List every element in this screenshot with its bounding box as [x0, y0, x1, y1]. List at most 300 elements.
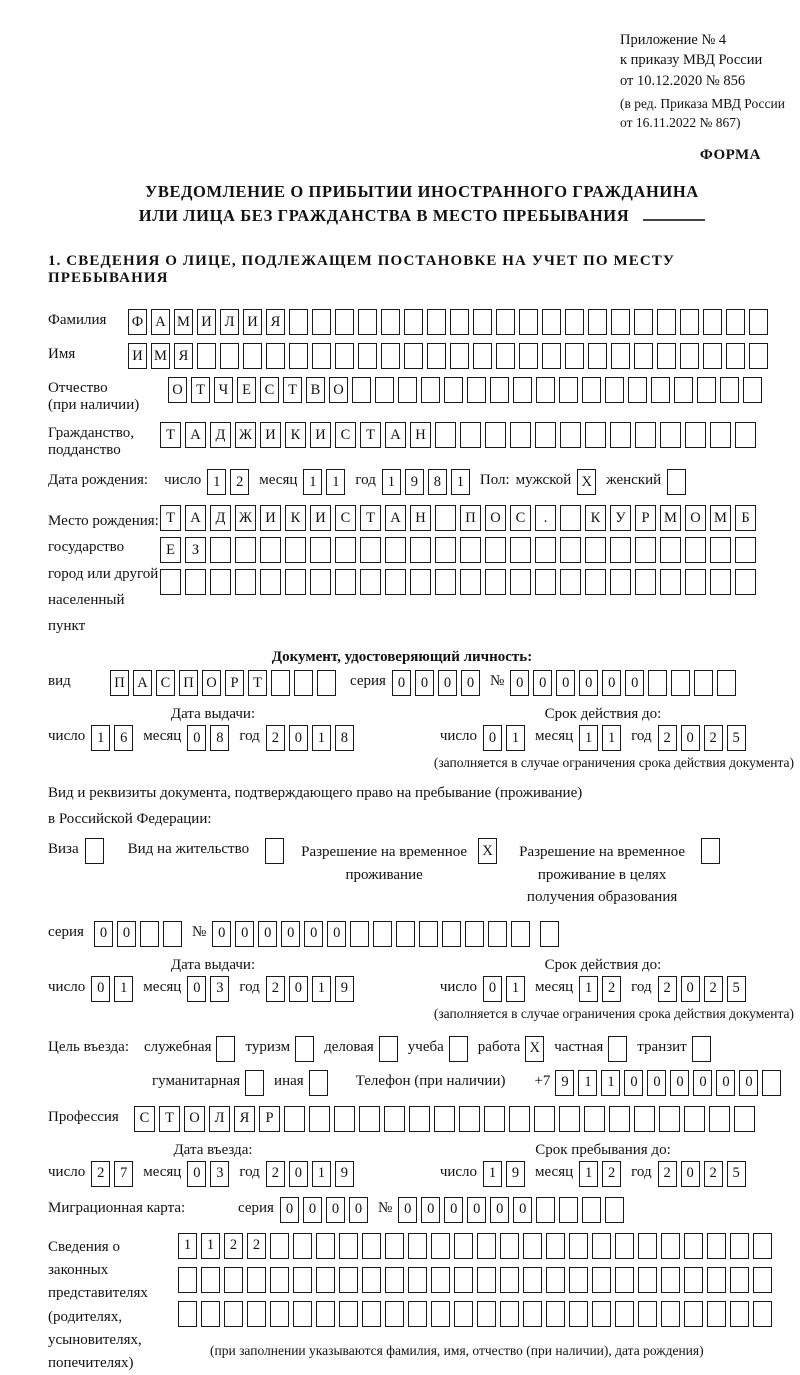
char-cell[interactable]: 0: [212, 921, 231, 947]
char-cell[interactable]: 8: [210, 725, 229, 751]
char-cell[interactable]: [560, 569, 581, 595]
char-cell[interactable]: [609, 1106, 630, 1132]
char-cell[interactable]: [379, 1036, 398, 1062]
char-cell[interactable]: 2: [266, 976, 285, 1002]
char-cell[interactable]: З: [185, 537, 206, 563]
char-cell[interactable]: П: [460, 505, 481, 531]
char-cell[interactable]: [260, 569, 281, 595]
char-cell[interactable]: [560, 537, 581, 563]
char-cell[interactable]: 0: [187, 725, 206, 751]
char-cell[interactable]: [459, 1106, 480, 1132]
char-cell[interactable]: [398, 377, 417, 403]
char-cell[interactable]: Я: [234, 1106, 255, 1132]
char-cell[interactable]: [140, 921, 159, 947]
char-cell[interactable]: [260, 537, 281, 563]
char-cell[interactable]: [289, 309, 308, 335]
char-cell[interactable]: 1: [579, 1161, 598, 1187]
char-cell[interactable]: А: [185, 422, 206, 448]
char-cell[interactable]: 0: [681, 725, 700, 751]
char-cell[interactable]: [588, 309, 607, 335]
char-cell[interactable]: [339, 1233, 358, 1259]
char-cell[interactable]: [710, 569, 731, 595]
char-cell[interactable]: 0: [304, 921, 323, 947]
char-cell[interactable]: [703, 309, 722, 335]
temp-residence-edu-checkbox[interactable]: [701, 838, 720, 864]
char-cell[interactable]: [634, 309, 653, 335]
char-cell[interactable]: [434, 1106, 455, 1132]
char-cell[interactable]: .: [535, 505, 556, 531]
char-cell[interactable]: [638, 1233, 657, 1259]
char-cell[interactable]: [160, 569, 181, 595]
char-cell[interactable]: Н: [410, 505, 431, 531]
char-cell[interactable]: 0: [681, 1161, 700, 1187]
char-cell[interactable]: [592, 1301, 611, 1327]
char-cell[interactable]: [310, 537, 331, 563]
char-cell[interactable]: [362, 1267, 381, 1293]
migration-series-input[interactable]: [280, 1197, 368, 1223]
char-cell[interactable]: [435, 505, 456, 531]
char-cell[interactable]: [569, 1267, 588, 1293]
char-cell[interactable]: [408, 1301, 427, 1327]
residence-number-input[interactable]: [212, 921, 530, 947]
char-cell[interactable]: 1: [91, 725, 110, 751]
char-cell[interactable]: [404, 309, 423, 335]
char-cell[interactable]: [408, 1233, 427, 1259]
char-cell[interactable]: [410, 569, 431, 595]
char-cell[interactable]: [293, 1267, 312, 1293]
char-cell[interactable]: [584, 1106, 605, 1132]
char-cell[interactable]: А: [185, 505, 206, 531]
issue-year-input[interactable]: [266, 725, 354, 751]
char-cell[interactable]: 0: [327, 921, 346, 947]
char-cell[interactable]: 1: [506, 725, 525, 751]
char-cell[interactable]: [435, 537, 456, 563]
char-cell[interactable]: [384, 1106, 405, 1132]
char-cell[interactable]: А: [385, 422, 406, 448]
char-cell[interactable]: [490, 377, 509, 403]
char-cell[interactable]: [294, 670, 313, 696]
char-cell[interactable]: [560, 505, 581, 531]
char-cell[interactable]: [513, 377, 532, 403]
char-cell[interactable]: 8: [428, 469, 447, 495]
char-cell[interactable]: [295, 1036, 314, 1062]
char-cell[interactable]: [536, 377, 555, 403]
char-cell[interactable]: Т: [160, 422, 181, 448]
char-cell[interactable]: [284, 1106, 305, 1132]
char-cell[interactable]: [661, 1267, 680, 1293]
char-cell[interactable]: [635, 537, 656, 563]
char-cell[interactable]: А: [385, 505, 406, 531]
char-cell[interactable]: 5: [727, 725, 746, 751]
char-cell[interactable]: [309, 1070, 328, 1096]
patronymic-input[interactable]: [168, 377, 762, 403]
char-cell[interactable]: Т: [191, 377, 210, 403]
char-cell[interactable]: [216, 1036, 235, 1062]
residence-series-input[interactable]: [94, 921, 182, 947]
char-cell[interactable]: Я: [174, 343, 193, 369]
char-cell[interactable]: 2: [704, 976, 723, 1002]
char-cell[interactable]: [730, 1301, 749, 1327]
char-cell[interactable]: 3: [210, 1161, 229, 1187]
char-cell[interactable]: У: [610, 505, 631, 531]
residence-valid-month-input[interactable]: [579, 976, 621, 1002]
birthplace-row3-input[interactable]: [160, 569, 756, 595]
char-cell[interactable]: 0: [392, 670, 411, 696]
issue-day-input[interactable]: [91, 725, 133, 751]
char-cell[interactable]: Т: [248, 670, 267, 696]
char-cell[interactable]: [235, 569, 256, 595]
birth-year-input[interactable]: [382, 469, 470, 495]
char-cell[interactable]: [210, 569, 231, 595]
char-cell[interactable]: И: [243, 309, 262, 335]
char-cell[interactable]: [559, 377, 578, 403]
char-cell[interactable]: [546, 1267, 565, 1293]
char-cell[interactable]: [694, 670, 713, 696]
char-cell[interactable]: П: [110, 670, 129, 696]
char-cell[interactable]: [224, 1301, 243, 1327]
char-cell[interactable]: [381, 343, 400, 369]
birthplace-row1-input[interactable]: [160, 505, 756, 531]
char-cell[interactable]: [408, 1267, 427, 1293]
char-cell[interactable]: [657, 343, 676, 369]
char-cell[interactable]: [660, 537, 681, 563]
char-cell[interactable]: [660, 422, 681, 448]
char-cell[interactable]: [500, 1267, 519, 1293]
char-cell[interactable]: 5: [727, 976, 746, 1002]
char-cell[interactable]: [685, 537, 706, 563]
char-cell[interactable]: И: [197, 309, 216, 335]
char-cell[interactable]: [454, 1301, 473, 1327]
char-cell[interactable]: 1: [382, 469, 401, 495]
char-cell[interactable]: 0: [289, 725, 308, 751]
char-cell[interactable]: Е: [160, 537, 181, 563]
char-cell[interactable]: [605, 1197, 624, 1223]
char-cell[interactable]: 2: [266, 725, 285, 751]
char-cell[interactable]: [293, 1233, 312, 1259]
char-cell[interactable]: [680, 343, 699, 369]
entry-month-input[interactable]: [187, 1161, 229, 1187]
char-cell[interactable]: [500, 1301, 519, 1327]
char-cell[interactable]: [565, 343, 584, 369]
char-cell[interactable]: 0: [415, 670, 434, 696]
char-cell[interactable]: Т: [360, 505, 381, 531]
char-cell[interactable]: 2: [658, 725, 677, 751]
char-cell[interactable]: [484, 1106, 505, 1132]
char-cell[interactable]: [431, 1267, 450, 1293]
char-cell[interactable]: [559, 1197, 578, 1223]
char-cell[interactable]: [762, 1070, 781, 1096]
char-cell[interactable]: [511, 921, 530, 947]
char-cell[interactable]: Д: [210, 422, 231, 448]
char-cell[interactable]: [465, 921, 484, 947]
sex-female-checkbox[interactable]: [667, 469, 686, 495]
char-cell[interactable]: П: [179, 670, 198, 696]
char-cell[interactable]: [753, 1267, 772, 1293]
char-cell[interactable]: X: [478, 838, 497, 864]
char-cell[interactable]: [701, 838, 720, 864]
phone-input[interactable]: [555, 1070, 781, 1096]
char-cell[interactable]: 0: [91, 976, 110, 1002]
char-cell[interactable]: [373, 921, 392, 947]
representatives-row2-input[interactable]: [178, 1267, 772, 1293]
char-cell[interactable]: 2: [658, 1161, 677, 1187]
migration-number-input[interactable]: [398, 1197, 624, 1223]
char-cell[interactable]: X: [577, 469, 596, 495]
char-cell[interactable]: 2: [230, 469, 249, 495]
char-cell[interactable]: [334, 1106, 355, 1132]
char-cell[interactable]: [316, 1301, 335, 1327]
char-cell[interactable]: 0: [681, 976, 700, 1002]
char-cell[interactable]: [270, 1301, 289, 1327]
char-cell[interactable]: [477, 1233, 496, 1259]
char-cell[interactable]: 0: [421, 1197, 440, 1223]
char-cell[interactable]: М: [660, 505, 681, 531]
valid-month-input[interactable]: [579, 725, 621, 751]
char-cell[interactable]: [485, 537, 506, 563]
char-cell[interactable]: [85, 838, 104, 864]
char-cell[interactable]: 0: [624, 1070, 643, 1096]
char-cell[interactable]: 0: [461, 670, 480, 696]
char-cell[interactable]: [360, 569, 381, 595]
char-cell[interactable]: 0: [187, 976, 206, 1002]
char-cell[interactable]: [749, 343, 768, 369]
char-cell[interactable]: [569, 1301, 588, 1327]
char-cell[interactable]: [178, 1267, 197, 1293]
char-cell[interactable]: [289, 343, 308, 369]
doc-kind-input[interactable]: [110, 670, 336, 696]
char-cell[interactable]: Р: [225, 670, 244, 696]
char-cell[interactable]: [247, 1267, 266, 1293]
citizenship-input[interactable]: [160, 422, 756, 448]
char-cell[interactable]: [648, 670, 667, 696]
char-cell[interactable]: 0: [438, 670, 457, 696]
char-cell[interactable]: И: [310, 422, 331, 448]
char-cell[interactable]: Р: [259, 1106, 280, 1132]
char-cell[interactable]: [350, 921, 369, 947]
char-cell[interactable]: 0: [258, 921, 277, 947]
char-cell[interactable]: 9: [335, 976, 354, 1002]
char-cell[interactable]: [460, 569, 481, 595]
char-cell[interactable]: 0: [739, 1070, 758, 1096]
issue-month-input[interactable]: [187, 725, 229, 751]
char-cell[interactable]: [546, 1301, 565, 1327]
char-cell[interactable]: 2: [247, 1233, 266, 1259]
char-cell[interactable]: Ч: [214, 377, 233, 403]
char-cell[interactable]: [245, 1070, 264, 1096]
char-cell[interactable]: [519, 343, 538, 369]
birthplace-row2-input[interactable]: [160, 537, 756, 563]
char-cell[interactable]: 1: [312, 976, 331, 1002]
char-cell[interactable]: 9: [555, 1070, 574, 1096]
char-cell[interactable]: [546, 1233, 565, 1259]
residence-issue-month-input[interactable]: [187, 976, 229, 1002]
char-cell[interactable]: [585, 537, 606, 563]
char-cell[interactable]: [473, 309, 492, 335]
char-cell[interactable]: [615, 1233, 634, 1259]
char-cell[interactable]: 0: [490, 1197, 509, 1223]
char-cell[interactable]: [730, 1233, 749, 1259]
char-cell[interactable]: Е: [237, 377, 256, 403]
char-cell[interactable]: [266, 343, 285, 369]
char-cell[interactable]: [220, 343, 239, 369]
char-cell[interactable]: [339, 1301, 358, 1327]
char-cell[interactable]: [542, 343, 561, 369]
char-cell[interactable]: [335, 537, 356, 563]
char-cell[interactable]: [735, 422, 756, 448]
char-cell[interactable]: [540, 921, 559, 947]
valid-year-input[interactable]: [658, 725, 746, 751]
char-cell[interactable]: [442, 921, 461, 947]
profession-input[interactable]: [134, 1106, 755, 1132]
residence-permit-checkbox[interactable]: [265, 838, 284, 864]
char-cell[interactable]: [178, 1301, 197, 1327]
char-cell[interactable]: [743, 377, 762, 403]
char-cell[interactable]: 0: [579, 670, 598, 696]
char-cell[interactable]: И: [128, 343, 147, 369]
char-cell[interactable]: [409, 1106, 430, 1132]
char-cell[interactable]: 2: [704, 725, 723, 751]
char-cell[interactable]: 1: [312, 725, 331, 751]
stay-year-input[interactable]: [658, 1161, 746, 1187]
char-cell[interactable]: [523, 1267, 542, 1293]
char-cell[interactable]: Т: [283, 377, 302, 403]
char-cell[interactable]: [659, 1106, 680, 1132]
char-cell[interactable]: [467, 377, 486, 403]
char-cell[interactable]: С: [335, 422, 356, 448]
char-cell[interactable]: [352, 377, 371, 403]
char-cell[interactable]: [684, 1267, 703, 1293]
char-cell[interactable]: 2: [704, 1161, 723, 1187]
char-cell[interactable]: И: [260, 422, 281, 448]
char-cell[interactable]: [735, 537, 756, 563]
char-cell[interactable]: [419, 921, 438, 947]
residence-issue-year-input[interactable]: [266, 976, 354, 1002]
char-cell[interactable]: М: [710, 505, 731, 531]
char-cell[interactable]: [605, 377, 624, 403]
char-cell[interactable]: [509, 1106, 530, 1132]
char-cell[interactable]: [635, 569, 656, 595]
purpose-work-checkbox[interactable]: [525, 1036, 544, 1062]
char-cell[interactable]: 0: [117, 921, 136, 947]
char-cell[interactable]: 0: [187, 1161, 206, 1187]
char-cell[interactable]: [753, 1233, 772, 1259]
char-cell[interactable]: [362, 1301, 381, 1327]
char-cell[interactable]: [734, 1106, 755, 1132]
char-cell[interactable]: [243, 343, 262, 369]
temp-residence-checkbox[interactable]: [478, 838, 497, 864]
char-cell[interactable]: [358, 309, 377, 335]
char-cell[interactable]: [316, 1233, 335, 1259]
char-cell[interactable]: К: [285, 422, 306, 448]
char-cell[interactable]: Т: [159, 1106, 180, 1132]
char-cell[interactable]: [707, 1267, 726, 1293]
char-cell[interactable]: [510, 422, 531, 448]
char-cell[interactable]: [692, 1036, 711, 1062]
residence-valid-day-input[interactable]: [483, 976, 525, 1002]
char-cell[interactable]: [201, 1267, 220, 1293]
char-cell[interactable]: 1: [114, 976, 133, 1002]
char-cell[interactable]: [201, 1301, 220, 1327]
char-cell[interactable]: 1: [601, 1070, 620, 1096]
char-cell[interactable]: X: [525, 1036, 544, 1062]
char-cell[interactable]: [375, 377, 394, 403]
char-cell[interactable]: [730, 1267, 749, 1293]
char-cell[interactable]: [197, 343, 216, 369]
char-cell[interactable]: 2: [602, 1161, 621, 1187]
char-cell[interactable]: 9: [335, 1161, 354, 1187]
char-cell[interactable]: [535, 537, 556, 563]
char-cell[interactable]: 0: [510, 670, 529, 696]
valid-day-input[interactable]: [483, 725, 525, 751]
purpose-private-checkbox[interactable]: [608, 1036, 627, 1062]
char-cell[interactable]: [638, 1301, 657, 1327]
char-cell[interactable]: [611, 309, 630, 335]
purpose-commercial-checkbox[interactable]: [379, 1036, 398, 1062]
char-cell[interactable]: [435, 569, 456, 595]
char-cell[interactable]: [592, 1267, 611, 1293]
char-cell[interactable]: [247, 1301, 266, 1327]
char-cell[interactable]: [628, 377, 647, 403]
char-cell[interactable]: 0: [693, 1070, 712, 1096]
char-cell[interactable]: [427, 309, 446, 335]
char-cell[interactable]: [335, 343, 354, 369]
stay-month-input[interactable]: [579, 1161, 621, 1187]
char-cell[interactable]: 0: [670, 1070, 689, 1096]
char-cell[interactable]: [657, 309, 676, 335]
char-cell[interactable]: [608, 1036, 627, 1062]
char-cell[interactable]: [660, 569, 681, 595]
char-cell[interactable]: [477, 1301, 496, 1327]
char-cell[interactable]: С: [134, 1106, 155, 1132]
char-cell[interactable]: Л: [220, 309, 239, 335]
char-cell[interactable]: О: [329, 377, 348, 403]
char-cell[interactable]: [317, 670, 336, 696]
char-cell[interactable]: 1: [201, 1233, 220, 1259]
char-cell[interactable]: [396, 921, 415, 947]
char-cell[interactable]: 2: [602, 976, 621, 1002]
visa-checkbox[interactable]: [85, 838, 104, 864]
char-cell[interactable]: [717, 670, 736, 696]
char-cell[interactable]: 1: [207, 469, 226, 495]
char-cell[interactable]: [404, 343, 423, 369]
char-cell[interactable]: [559, 1106, 580, 1132]
char-cell[interactable]: [726, 343, 745, 369]
char-cell[interactable]: А: [151, 309, 170, 335]
char-cell[interactable]: [454, 1267, 473, 1293]
char-cell[interactable]: [421, 377, 440, 403]
char-cell[interactable]: К: [285, 505, 306, 531]
char-cell[interactable]: [671, 670, 690, 696]
char-cell[interactable]: 0: [281, 921, 300, 947]
char-cell[interactable]: 1: [178, 1233, 197, 1259]
char-cell[interactable]: 3: [210, 976, 229, 1002]
char-cell[interactable]: [510, 537, 531, 563]
char-cell[interactable]: 0: [533, 670, 552, 696]
char-cell[interactable]: 0: [647, 1070, 666, 1096]
char-cell[interactable]: [270, 1233, 289, 1259]
char-cell[interactable]: 2: [266, 1161, 285, 1187]
char-cell[interactable]: [588, 343, 607, 369]
char-cell[interactable]: [519, 309, 538, 335]
char-cell[interactable]: [496, 343, 515, 369]
char-cell[interactable]: Ж: [235, 505, 256, 531]
char-cell[interactable]: Ф: [128, 309, 147, 335]
doc-number-input[interactable]: [510, 670, 736, 696]
char-cell[interactable]: [339, 1267, 358, 1293]
char-cell[interactable]: [684, 1233, 703, 1259]
char-cell[interactable]: [224, 1267, 243, 1293]
char-cell[interactable]: [385, 1301, 404, 1327]
